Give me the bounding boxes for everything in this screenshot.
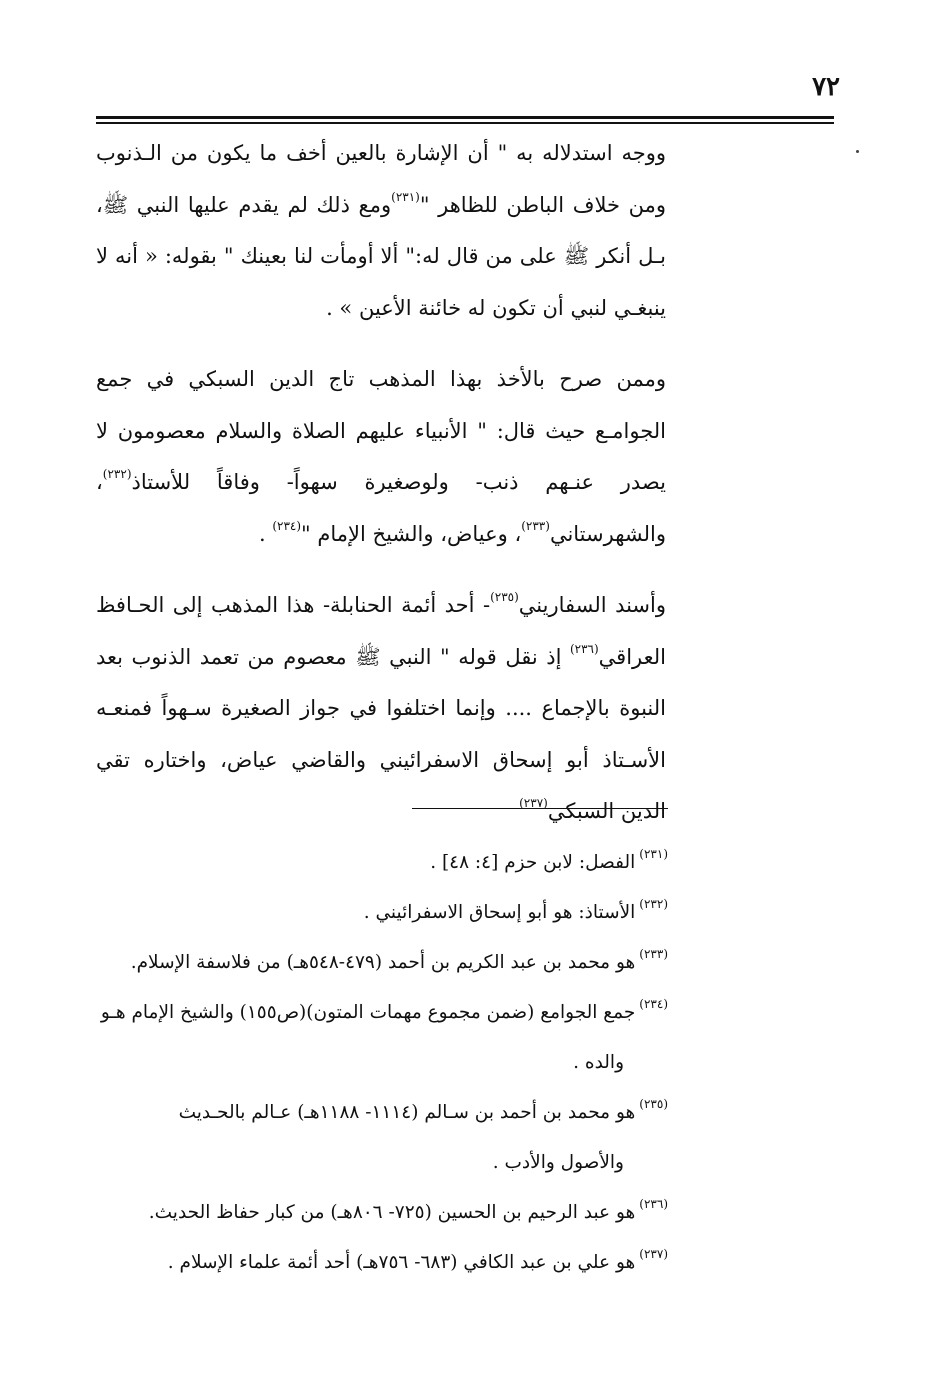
footnote-233 [80, 938, 668, 988]
footnote-ref: (٢٣٦) [569, 641, 599, 656]
footnote-ref: (٢٣٢) [102, 467, 132, 481]
paragraph-text: - أحد أئمة الحنابلة- هذا المذهب إلى الحـافظ العراقي [96, 593, 666, 669]
footnote-ref: (٢٣١) [391, 189, 420, 204]
paragraph-text: ، وعياض، والشيخ الإمام " [301, 521, 522, 546]
footnote-ref: (٢٣٥) [490, 590, 519, 604]
footnote-234 [80, 988, 668, 1038]
paragraph-text: وممن صرح بالأخذ بهذا المذهب تاج الدين السبكي في جمع الجوامـع حيث قال: " الأنبياء عليهم الصلاة والسلام معصومون لا يصدر عنـهم ذنب- ولوصغيرة سهواً- وفاقاً للأستاذ [96, 367, 666, 494]
stray-mark [856, 150, 859, 153]
page-number: ٧٢ [812, 72, 840, 102]
paragraph-text: ، والشهرستاني [96, 470, 666, 546]
main-text [96, 128, 666, 838]
paragraph-text: . [258, 521, 273, 546]
footnote-number: (٢٣٦) [639, 1197, 668, 1211]
footnote-number: (٢٣٥) [639, 1097, 668, 1111]
footnote-235 [80, 1088, 668, 1138]
footnote-number: (٢٣١) [639, 847, 668, 861]
footnote-rule [412, 808, 668, 809]
footnotes [80, 838, 668, 1288]
paragraph-text: وأسند السفاريني [518, 593, 666, 617]
footnote-continuation: والده . [573, 1052, 624, 1073]
paragraph-3 [96, 580, 666, 838]
footnote-237 [80, 1238, 668, 1288]
footnote-231 [80, 838, 668, 888]
footnote-text: هو عبد الرحيم بن الحسين (٧٢٥- ٨٠٦هـ) من كبار حفاظ الحديث. [148, 1202, 636, 1223]
footnote-text: الأستاذ: هو أبو إسحاق الاسفرائيني . [363, 902, 636, 923]
footnote-236 [80, 1188, 668, 1238]
paragraph-1 [96, 128, 666, 334]
footnote-ref: (٢٣٧) [519, 796, 548, 810]
paragraph-text: ووجه استدلاله به " أن الإشارة بالعين أخف ما يكون من الـذنوب ومن خلاف الباطن للظاهر " [96, 141, 666, 217]
paragraph-2 [96, 354, 666, 560]
footnote-text: هو محمد بن أحمد بن سـالم (١١١٤- ١١٨٨هـ) عـالم بالحـديث [178, 1102, 636, 1123]
footnote-text: جمع الجوامع (ضمن مجموع مهمات المتون)(ص١٥٥) والشيخ الإمام هـو [100, 1002, 636, 1023]
footnote-continuation: والأصول والأدب . [492, 1152, 624, 1173]
footnote-text: هو محمد بن عبد الكريم بن أحمد (٤٧٩-٥٤٨هـ) من فلاسفة الإسلام. [130, 952, 636, 973]
header-rule [96, 116, 834, 124]
footnote-number: (٢٣٢) [639, 897, 668, 911]
footnote-232 [80, 888, 668, 938]
footnote-number: (٢٣٣) [639, 947, 668, 961]
footnote-number: (٢٣٧) [639, 1247, 668, 1261]
paragraph-text: إذ نقل قوله " النبي ﷺ معصوم من تعمد الذنوب بعد النبوة بالإجماع .... وإنما اختلفوا في جواز الصغيرة سـهواً فمنعـه الأسـتاذ أبو إسحاق الاسفرائيني والقاضي عياض، واختاره تقي الدين السبكي [96, 644, 666, 823]
footnote-ref: (٢٣٤) [272, 518, 302, 533]
paragraph-text: ومع ذلك لم يقدم عليها النبي ﷺ، بـل أنكر ﷺ على من قال له:" ألا أومأت لنا بعينك " بقوله: « أنه لا ينبغـي لنبي أن تكون له خائنة الأعين » . [96, 192, 666, 320]
footnote-text: الفصل: لابن حزم [٤: ٤٨] . [430, 852, 636, 873]
footnote-text: هو علي بن عبد الكافي (٦٨٣- ٧٥٦هـ) أحد أئمة علماء الإسلام . [167, 1252, 636, 1273]
footnote-ref: (٢٣٣) [521, 518, 550, 533]
footnote-number: (٢٣٤) [639, 997, 668, 1011]
